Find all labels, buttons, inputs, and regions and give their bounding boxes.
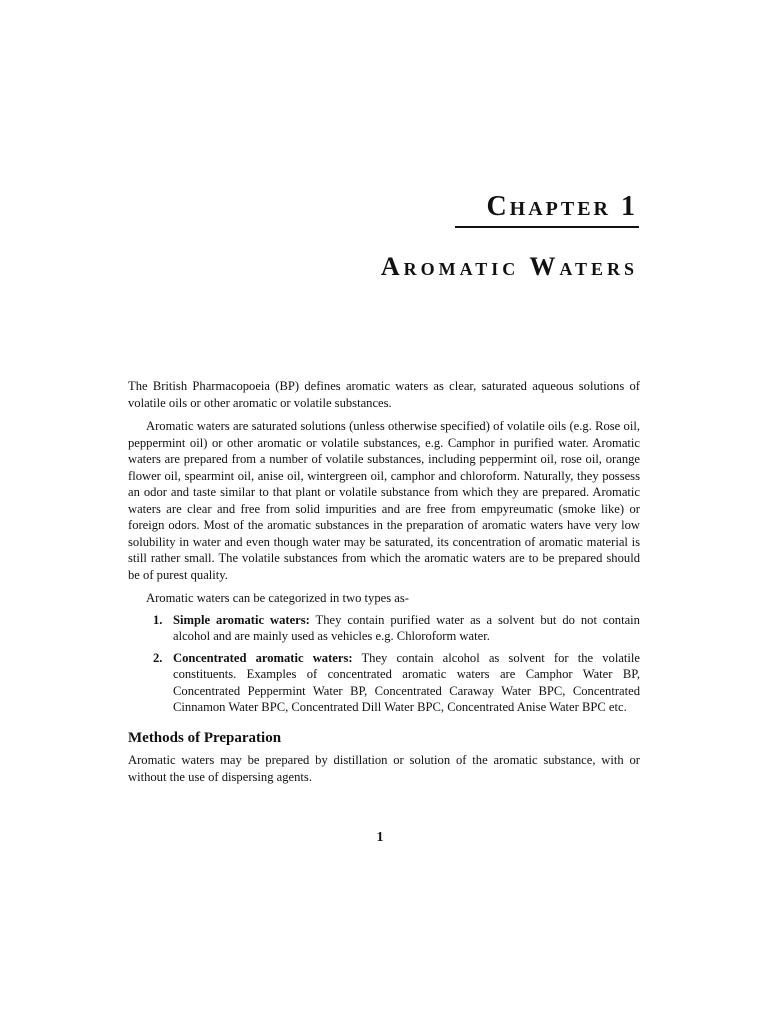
intro-paragraph: The British Pharmacopoeia (BP) defines aromatic waters as clear, saturated aqueous solutions of volatile oils or other aromatic or volatile substances. [128,379,640,410]
page-number: 1 [376,830,384,845]
list-item [128,650,640,716]
chapter-label: Chapter 1 [486,191,638,222]
list-number: 2. [153,650,163,665]
list-text: They contain alcohol as solvent for the volatile constituents. Examples of concentrated aromatic waters are Camphor Water BP, Concentrated Peppermint Water BP, Concentrated Caraway Water BPC, Concentrated Cinnamon Water BPC, Concentrated Dill Water BPC, Concentrated Anise Water BPC etc. [173,650,640,714]
list-term: Simple aromatic waters: [173,612,310,627]
section-heading: Methods of Preparation [128,729,282,746]
chapter-rule [455,226,639,228]
list-term: Concentrated aromatic waters: [173,650,353,665]
list-text: They contain purified water as a solvent but do not contain alcohol and are mainly used as vehicles e.g. Chloroform water. [173,612,640,643]
types-intro: Aromatic waters can be categorized in two types as- [146,591,409,605]
body-text [128,378,640,792]
definition-paragraph: Aromatic waters are saturated solutions (unless otherwise specified) of volatile oils (e.g. Rose oil, peppermint oil) or other aromatic or volatile substances, e.g. Camphor in purified water. Aromatic waters are prepared from a number of volatile substances, including peppermint oil, rose oil, orange flower oil, spearmint oil, anise oil, wintergreen oil, camphor and chloroform. Naturally, they possess an odor and taste similar to that plant or volatile substance from which they are prepared. Aromatic waters are clear and free from solid impurities and are free from empyreumatic (smoke like) or foreign odors. Most of the aromatic substances in the preparation of aromatic waters have very low solubility in water and even though water may be saturated, its concentration of aromatic material is still rather small. The volatile substances from which the aromatic waters are to be prepared should be of purest quality. [128,419,640,582]
list-number: 1. [153,612,163,627]
types-list [128,612,640,716]
list-item [128,612,640,645]
methods-paragraph: Aromatic waters may be prepared by distillation or solution of the aromatic substance, with or without the use of dispersing agents. [128,753,640,784]
chapter-title: Aromatic Waters [380,252,638,281]
